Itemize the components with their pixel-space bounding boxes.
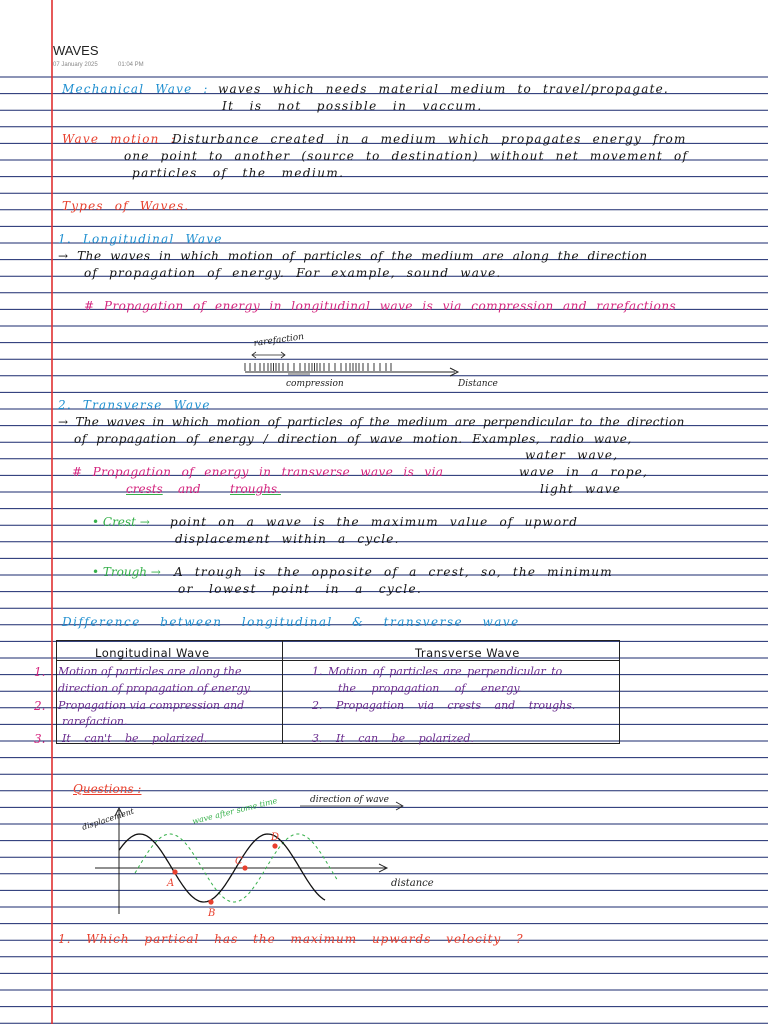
label-a: A (167, 878, 175, 889)
right-row-2-line-1: 2. Propagation via crests and troughs. (312, 699, 576, 712)
row-num-2: 2. (34, 699, 46, 713)
right-row-1-line-1: 1. Motion of particles are perpendicular to (312, 665, 563, 678)
questions-heading: Questions : (73, 782, 142, 796)
point-d (272, 843, 277, 848)
left-row-2-line-2: rarefaction. (62, 715, 128, 728)
example-water-wave: water wave, (525, 448, 619, 462)
particle-ticks (245, 363, 391, 371)
longitudinal-note: # Propagation of energy in longitudinal wave is via compression and rarefactions (84, 299, 677, 313)
types-heading: Types of Waves. (62, 199, 190, 213)
difference-heading: Difference between longitudinal & transverse wave (62, 615, 520, 629)
y-axis-label: displacement (80, 806, 136, 832)
left-row-3-line-1: It can't be polarized. (62, 732, 208, 745)
crest-line-2: displacement within a cycle. (175, 532, 400, 546)
point-b (208, 899, 213, 904)
rarefaction-label: rarefaction (253, 332, 305, 349)
mechanical-line-2: It is not possible in vaccum. (222, 99, 483, 113)
page-time: 01:04 PM (118, 62, 144, 68)
col2-header: Transverse Wave (415, 646, 520, 660)
transverse-note-crests: crests (126, 482, 163, 496)
after-label: wave after some time (191, 796, 279, 826)
example-rope-wave: wave in a rope, (519, 465, 649, 479)
question-1: 1. Which partical has the maximum upwards velocity ? (58, 932, 524, 946)
transverse-note-line-1: # Propagation of energy in transverse wave is via (72, 465, 444, 479)
longitudinal-heading: 1. Longitudinal Wave (58, 232, 223, 246)
row-num-3: 3. (34, 732, 46, 746)
compression-label: compression (286, 379, 344, 389)
transverse-note-and: and (178, 482, 201, 496)
trough-line-2: or lowest point in a cycle. (178, 582, 423, 596)
wave-motion-line-3: particles of the medium. (132, 166, 345, 180)
transverse-line-1: → The waves in which motion of particles of the medium are perpendicular to the direction (58, 415, 685, 429)
wave-motion-label: Wave motion : (62, 132, 176, 146)
transverse-note-troughs: troughs. (230, 482, 281, 496)
crest-label: • Crest → (92, 515, 150, 529)
direction-label: direction of wave (310, 795, 389, 805)
right-row-1-line-2: the propagation of energy. (338, 682, 522, 695)
wave-motion-line-1: Disturbance created in a medium which propagates energy from (172, 132, 687, 146)
point-a (172, 869, 177, 874)
page-date: 07 January 2025 (53, 62, 98, 68)
point-c (242, 865, 247, 870)
trough-label: • Trough → (92, 565, 161, 579)
col1-header: Longitudinal Wave (95, 646, 210, 660)
left-row-1-line-1: Motion of particles are along the (58, 665, 242, 678)
example-light-wave: light wave (540, 482, 622, 496)
transverse-heading: 2. Transverse Wave (58, 398, 211, 412)
label-c: C (235, 856, 243, 867)
distance-label: Distance (458, 379, 498, 389)
left-row-2-line-1: Propagation via compression and (58, 699, 245, 712)
longitudinal-diagram (240, 330, 520, 390)
label-d: D (271, 832, 280, 843)
longitudinal-line-1: → The waves in which motion of particles of the medium are along the direction (58, 249, 648, 263)
mechanical-line-1: waves which needs material medium to travel/propagate. (218, 82, 669, 96)
page-title: WAVES (53, 43, 99, 58)
mechanical-wave-label: Mechanical Wave : (62, 82, 209, 96)
label-b: B (208, 908, 216, 919)
transverse-line-2: of propagation of energy / direction of wave motion. Examples, radio wave, (74, 432, 632, 446)
x-axis-label: distance (391, 878, 434, 889)
right-row-3-line-1: 3. It can be polarized. (312, 732, 474, 745)
wave-motion-line-2: one point to another (source to destination) without net movement of (124, 149, 689, 163)
crest-line-1: point on a wave is the maximum value of upword (170, 515, 579, 529)
row-num-1: 1. (34, 665, 46, 679)
trough-line-1: A trough is the opposite of a crest, so, the minimum (174, 565, 613, 579)
longitudinal-line-2: of propagation of energy. For example, sound wave. (84, 266, 502, 280)
wave-figure (75, 790, 475, 920)
left-row-1-line-2: direction of propagation of energy. (58, 682, 252, 695)
